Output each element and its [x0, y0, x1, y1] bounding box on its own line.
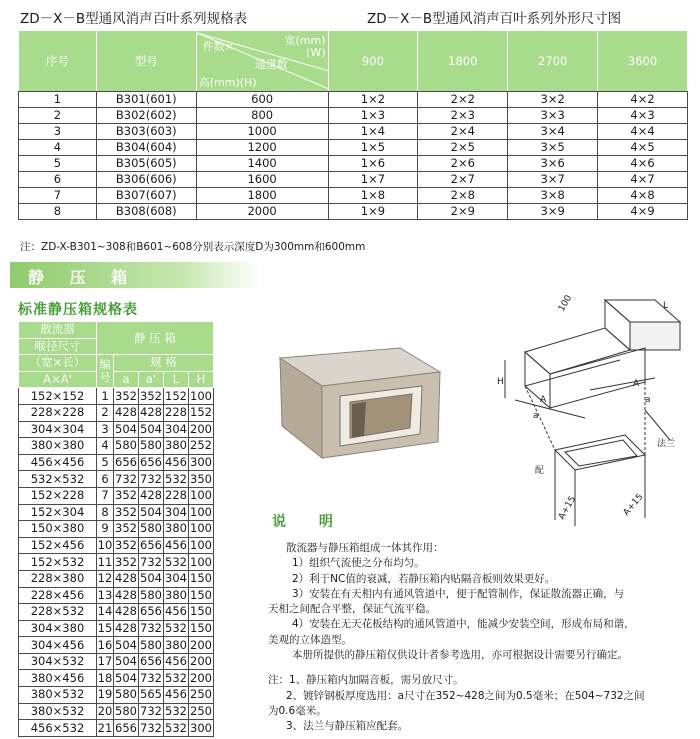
sub-a: a	[114, 371, 139, 388]
cell-size: 304×456	[19, 637, 97, 654]
cell-a2: 580	[140, 637, 162, 652]
cell-no: 16	[97, 637, 113, 652]
cell-no: 3	[97, 421, 114, 438]
cell-model: B305(605)	[96, 156, 196, 172]
box-row	[19, 438, 214, 455]
box-row	[19, 637, 214, 654]
cell-no: 18	[97, 670, 113, 685]
cell-size: 380×380	[19, 438, 97, 455]
header-neck: 喉径尺寸	[19, 338, 97, 355]
header-width-2700: 2700	[508, 31, 598, 92]
cell-l: 532	[165, 670, 187, 685]
cell-no: 2	[19, 108, 97, 124]
cell-count: 4×9	[598, 204, 688, 220]
cell-count: 2×9	[418, 204, 508, 220]
cell-a2: 656	[140, 538, 162, 553]
cell-no: 15	[97, 620, 113, 635]
cell-no: 1	[97, 388, 114, 405]
header-axa: A×A'	[19, 371, 97, 388]
drawing-title: ZD－X－B型通风消声百叶系列外形尺寸图	[367, 11, 622, 27]
box-drawing	[495, 290, 695, 535]
cell-a2: 732	[140, 471, 162, 486]
cell-a2: 565	[140, 687, 162, 702]
cell-size: 228×380	[19, 570, 97, 587]
box-row	[19, 554, 214, 571]
cell-a: 352	[115, 521, 137, 536]
cell-count: 4×2	[598, 92, 688, 108]
cell-count: 2×7	[418, 172, 508, 188]
cell-size: 532×532	[19, 471, 97, 488]
cell-l: 456	[165, 687, 187, 702]
cell-a: 580	[115, 438, 137, 453]
cell-height: 1200	[196, 140, 328, 156]
explain-line-8: 本册所提供的静压箱仅供设计者参考选用，亦可根据设计需要另行确定。	[292, 649, 628, 662]
cell-l: 304	[165, 571, 187, 586]
label-100: 100	[556, 293, 575, 314]
cell-count: 1×8	[328, 188, 418, 204]
box-row	[19, 604, 214, 621]
sub-h: H	[189, 371, 214, 388]
cell-a2: 428	[140, 405, 162, 420]
header-diagonal	[196, 31, 328, 92]
box-table-title: 标准静压箱规格表	[18, 302, 138, 318]
header-diffuser: 散流器	[19, 322, 97, 339]
cell-size: 152×456	[19, 537, 97, 554]
cell-a: 428	[115, 587, 137, 602]
box-row	[19, 720, 214, 737]
cell-size: 228×228	[19, 404, 97, 421]
cell-a: 352	[115, 554, 137, 569]
cell-a2: 580	[140, 438, 162, 453]
cell-count: 3×2	[508, 92, 598, 108]
cell-h: 100	[190, 554, 212, 569]
cell-h: 300	[190, 455, 212, 470]
cell-size: 228×456	[19, 587, 97, 604]
diag-height: 高(mm)(H)	[198, 76, 257, 89]
cell-no: 1	[19, 92, 97, 108]
cell-no: 6	[97, 471, 114, 488]
header-no: 序号	[19, 31, 97, 92]
box-row	[19, 587, 214, 604]
cell-a2: 732	[140, 620, 162, 635]
cell-no: 13	[97, 587, 113, 602]
cell-size: 152×228	[19, 487, 97, 504]
cell-a: 352	[115, 504, 137, 519]
cell-count: 1×9	[328, 204, 418, 220]
cell-a2: 352	[140, 388, 162, 403]
label-A: A	[540, 395, 547, 405]
sub-a2: a'	[139, 371, 164, 388]
cell-count: 1×4	[328, 124, 418, 140]
cell-no: 14	[97, 604, 113, 619]
box-row	[19, 388, 214, 405]
cell-no: 4	[97, 438, 114, 455]
label-a: a	[533, 411, 539, 421]
cell-height: 1600	[196, 172, 328, 188]
cell-l: 532	[165, 703, 187, 718]
cell-height: 600	[196, 92, 328, 108]
spec-row	[19, 156, 688, 172]
cell-a2: 656	[140, 455, 162, 470]
cell-a2: 732	[140, 554, 162, 569]
cell-height: 1000	[196, 124, 328, 140]
cell-no: 5	[19, 156, 97, 172]
cell-a: 656	[115, 720, 137, 735]
label-a15-left: A+15	[556, 494, 579, 522]
box-row	[19, 487, 214, 504]
cell-count: 1×2	[328, 92, 418, 108]
cell-no: 7	[97, 487, 114, 504]
cell-size: 152×152	[19, 388, 97, 405]
cell-count: 1×7	[328, 172, 418, 188]
cell-a: 580	[115, 687, 137, 702]
cell-a: 656	[115, 455, 137, 470]
cell-no: 2	[97, 404, 114, 421]
explain-line-6: 4）安装在无天花板结构的通风管道中，能减少安装空间，形成布局和谐，	[292, 618, 635, 631]
cell-a2: 580	[140, 521, 162, 536]
cell-size: 152×304	[19, 504, 97, 521]
spec-row	[19, 92, 688, 108]
cell-height: 1400	[196, 156, 328, 172]
explain-line-4: 3）安装在有天相内有通风管道中，便于配管制作，保证散流器正确，与	[292, 587, 625, 600]
cell-count: 4×7	[598, 172, 688, 188]
cell-h: 250	[190, 687, 212, 702]
label-A2: A	[633, 379, 640, 389]
cell-a: 352	[115, 488, 137, 503]
cell-h: 100	[190, 504, 212, 519]
explain-line-3: 2）利于NC值的衰减，若静压箱内贴隔音板则效果更好。	[292, 572, 556, 585]
cell-a: 580	[115, 703, 137, 718]
cell-count: 4×4	[598, 124, 688, 140]
spec-row	[19, 204, 688, 220]
spec-row	[19, 188, 688, 204]
cell-no: 8	[19, 204, 97, 220]
cell-height: 1800	[196, 188, 328, 204]
cell-size: 228×532	[19, 604, 97, 621]
box-row	[19, 620, 214, 637]
cell-h: 300	[190, 720, 212, 735]
note-line-4: 3、法兰与静压箱应配套。	[286, 720, 409, 733]
cell-a2: 428	[140, 488, 162, 503]
cell-count: 2×5	[418, 140, 508, 156]
cell-h: 252	[190, 438, 212, 453]
cell-model: B301(601)	[96, 92, 196, 108]
cell-no: 19	[97, 687, 113, 702]
spec-row	[19, 108, 688, 124]
cell-l: 532	[165, 720, 187, 735]
label-H: H	[497, 377, 504, 387]
cell-h: 250	[190, 703, 212, 718]
cell-size: 304×304	[19, 421, 97, 438]
diag-channels: 通道数	[254, 58, 288, 71]
box-row	[19, 670, 214, 687]
header-spec: 规 格	[114, 355, 214, 372]
cell-l: 456	[165, 538, 187, 553]
cell-a: 428	[115, 620, 137, 635]
note-line-2: 2、镀锌钢板厚度选用：a尺寸在352~428之间为0.5毫米；在504~732之间	[286, 689, 645, 702]
note-line-1: 注：1、静压箱内加隔音板，需另放尺寸。	[268, 674, 464, 687]
spec-row	[19, 124, 688, 140]
cell-h: 200	[190, 637, 212, 652]
cell-l: 228	[165, 488, 187, 503]
explain-line-5: 天相之间配合平整，保证气流平稳。	[268, 603, 436, 616]
cell-l: 380	[165, 587, 187, 602]
cell-count: 3×5	[508, 140, 598, 156]
spec-table	[18, 30, 688, 220]
box-row	[19, 537, 214, 554]
header-model: 型号	[96, 31, 196, 92]
cell-h: 200	[190, 670, 212, 685]
cell-count: 1×3	[328, 108, 418, 124]
cell-a: 428	[115, 604, 137, 619]
cell-h: 200	[190, 654, 212, 669]
section-banner	[10, 262, 260, 288]
cell-l: 456	[165, 604, 187, 619]
cell-no: 10	[97, 538, 113, 553]
box-row	[19, 471, 214, 488]
cell-size: 304×532	[19, 653, 97, 670]
section-title: 静 压 箱	[28, 268, 138, 287]
cell-h: 100	[190, 538, 212, 553]
cell-a2: 732	[140, 720, 162, 735]
cell-count: 4×8	[598, 188, 688, 204]
cell-size: 380×532	[19, 703, 97, 720]
header-width-1800: 1800	[418, 31, 508, 92]
cell-no: 6	[19, 172, 97, 188]
box-row	[19, 504, 214, 521]
cell-l: 532	[165, 471, 187, 486]
cell-no: 11	[97, 554, 113, 569]
cell-model: B308(608)	[96, 204, 196, 220]
cell-count: 3×4	[508, 124, 598, 140]
cell-h: 150	[190, 571, 212, 586]
cell-h: 150	[190, 587, 212, 602]
cell-no: 4	[19, 140, 97, 156]
spec-table-title: ZD－X－B型通风消声百叶系列规格表	[20, 11, 248, 27]
cell-no: 9	[97, 521, 114, 538]
box-row	[19, 687, 214, 704]
cell-size: 456×456	[19, 454, 97, 471]
cell-a2: 656	[140, 604, 162, 619]
spec-row	[19, 140, 688, 156]
cell-size: 456×532	[19, 720, 97, 737]
label-a2: a	[645, 395, 651, 405]
cell-height: 2000	[196, 204, 328, 220]
cell-h: 100	[190, 521, 212, 536]
cell-a2: 504	[140, 571, 162, 586]
cell-count: 4×3	[598, 108, 688, 124]
spec-note: 注：ZD-X-B301~308和B601~608分别表示深度D为300mm和600mm	[20, 241, 366, 253]
cell-a: 504	[115, 637, 137, 652]
explain-body	[268, 541, 698, 735]
cell-count: 1×5	[328, 140, 418, 156]
cell-model: B302(602)	[96, 108, 196, 124]
cell-h: 152	[190, 405, 212, 420]
cell-no: 3	[19, 124, 97, 140]
diag-count: 件数×	[202, 40, 234, 53]
diag-width-w: (W)	[306, 46, 326, 59]
box-row	[19, 703, 214, 720]
sub-l: L	[164, 371, 189, 388]
cell-model: B304(604)	[96, 140, 196, 156]
cell-l: 304	[165, 504, 187, 519]
explain-title: 说 明	[272, 514, 347, 530]
box-row	[19, 421, 214, 438]
header-width-3600: 3600	[598, 31, 688, 92]
cell-h: 100	[190, 488, 212, 503]
cell-l: 228	[165, 405, 187, 420]
cell-h: 200	[190, 421, 212, 436]
cell-size: 304×380	[19, 620, 97, 637]
cell-no: 8	[97, 504, 114, 521]
cell-a2: 732	[140, 703, 162, 718]
header-no: 编号	[97, 355, 114, 388]
cell-a: 504	[115, 670, 137, 685]
cell-no: 7	[19, 188, 97, 204]
cell-a: 428	[115, 571, 137, 586]
cell-model: B306(606)	[96, 172, 196, 188]
cell-a2: 504	[140, 504, 162, 519]
cell-a: 428	[115, 405, 137, 420]
spec-row	[19, 172, 688, 188]
label-pei: 配	[535, 466, 545, 476]
explain-line-1: 散流器与静压箱组成一体其作用：	[286, 542, 444, 554]
cell-count: 1×6	[328, 156, 418, 172]
cell-count: 2×2	[418, 92, 508, 108]
cell-a: 732	[115, 471, 137, 486]
cell-count: 3×9	[508, 204, 598, 220]
cell-l: 532	[165, 554, 187, 569]
cell-model: B307(607)	[96, 188, 196, 204]
header-width-900: 900	[328, 31, 418, 92]
cell-no: 20	[97, 703, 113, 718]
cell-a: 504	[115, 421, 137, 436]
cell-count: 2×3	[418, 108, 508, 124]
cell-count: 3×6	[508, 156, 598, 172]
cell-a2: 580	[140, 587, 162, 602]
cell-a2: 732	[140, 670, 162, 685]
cell-l: 304	[165, 421, 187, 436]
cell-count: 2×6	[418, 156, 508, 172]
cell-a: 352	[115, 538, 137, 553]
header-box: 静 压 箱	[97, 322, 214, 355]
cell-h: 350	[190, 471, 212, 486]
cell-size: 152×532	[19, 554, 97, 571]
header-wl: （宽×长）	[19, 355, 97, 372]
cell-count: 3×3	[508, 108, 598, 124]
box-table	[18, 321, 214, 737]
cell-a: 504	[115, 654, 137, 669]
cell-l: 380	[165, 521, 187, 536]
cell-h: 150	[190, 620, 212, 635]
cell-no: 12	[97, 571, 113, 586]
cell-l: 456	[165, 455, 187, 470]
cell-l: 152	[165, 388, 187, 403]
cell-a2: 504	[140, 421, 162, 436]
cell-a: 352	[115, 388, 137, 403]
box-row	[19, 521, 214, 538]
cell-size: 150×380	[19, 521, 97, 538]
cell-count: 4×6	[598, 156, 688, 172]
cell-h: 150	[190, 604, 212, 619]
cell-count: 4×5	[598, 140, 688, 156]
cell-count: 3×8	[508, 188, 598, 204]
cell-no: 17	[97, 654, 113, 669]
label-flange: 法兰	[657, 439, 676, 449]
cell-l: 380	[165, 438, 187, 453]
cell-l: 532	[165, 620, 187, 635]
cell-height: 800	[196, 108, 328, 124]
cell-l: 380	[165, 637, 187, 652]
cell-no: 21	[97, 720, 113, 735]
note-line-3: 为0.6毫米。	[268, 704, 327, 717]
cell-h: 100	[190, 388, 212, 403]
cell-size: 380×532	[19, 687, 97, 704]
cell-size: 380×456	[19, 670, 97, 687]
label-L: L	[663, 301, 669, 311]
explain-line-7: 美观的立体造型。	[268, 633, 352, 646]
box-row	[19, 404, 214, 421]
cell-count: 3×7	[508, 172, 598, 188]
cell-no: 5	[97, 454, 114, 471]
explain-line-2: 1）组织气流使之分布均匀。	[292, 557, 425, 570]
box-row	[19, 570, 214, 587]
diag-width: 宽(mm)	[284, 34, 326, 47]
box-photo	[270, 330, 450, 470]
box-row	[19, 454, 214, 471]
box-row	[19, 653, 214, 670]
cell-l: 456	[165, 654, 187, 669]
cell-a2: 656	[140, 654, 162, 669]
cell-count: 2×8	[418, 188, 508, 204]
cell-model: B303(603)	[96, 124, 196, 140]
cell-count: 2×4	[418, 124, 508, 140]
label-a15-right: A+15	[621, 492, 646, 518]
